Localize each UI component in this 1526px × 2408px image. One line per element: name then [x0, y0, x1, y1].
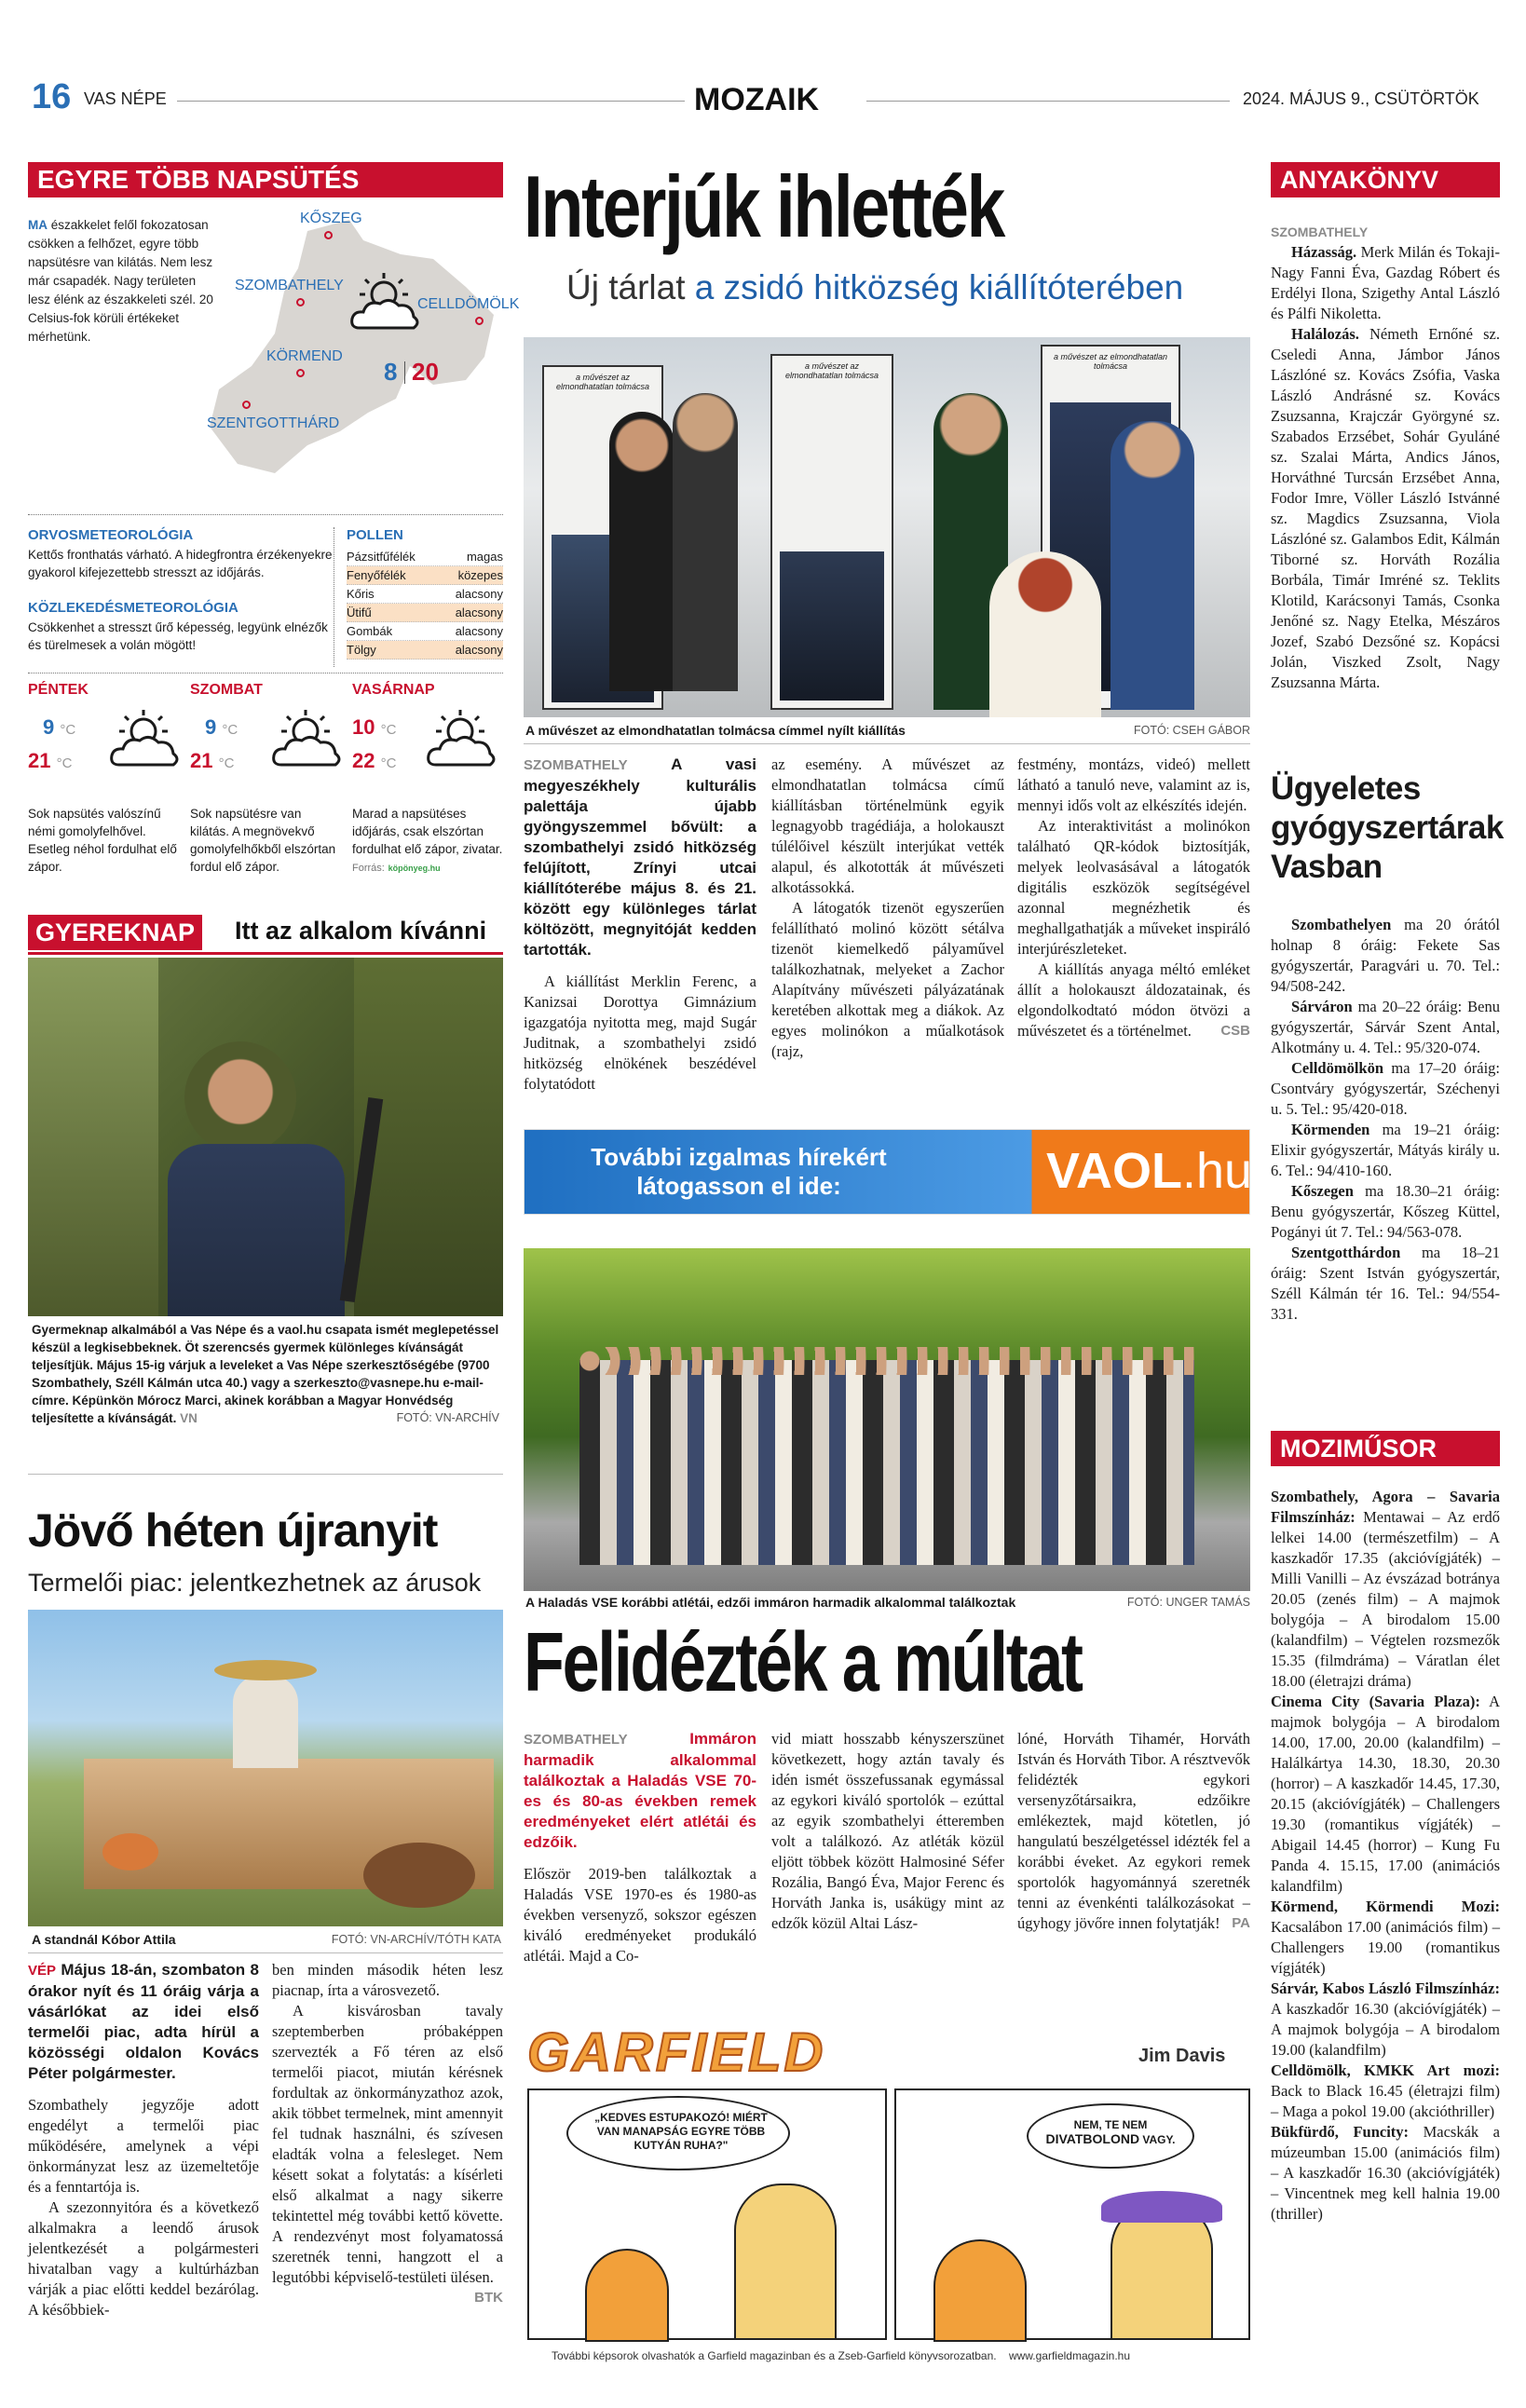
city-szentgotthard: SZENTGOTTHÁRD [207, 415, 340, 431]
day-text: Sok napsütésre van kilátás. A megnövekvő gomolyfelhőkből elszórtan fordul elő zápor. [190, 807, 336, 874]
ugyelet-item: Szentgotthárdon ma 18–21 óráig: Szent István gyógyszertár, Széll Kálmán tér 16. Tel.: 94/554-331. [1271, 1244, 1500, 1323]
garfield-panel [894, 2088, 1250, 2340]
garfield-logo: GARFIELD [527, 2022, 826, 2083]
orvos-text: Kettős fronthatás várható. A hidegfrontra érzékenyekre gyakorol kifejezettebb stresszt az időjárás. [28, 548, 333, 579]
city-kormend: KÖRMEND [266, 348, 343, 364]
piac-caption: A standnál Kóbor Attila [32, 1932, 176, 1947]
piac-subtitle: Termelői piac: jelentkezhetnek az árusok [28, 1569, 482, 1597]
day-name: PÉNTEK [28, 682, 89, 698]
haladas-sig: PA [1232, 1915, 1250, 1931]
sun-cloud-icon [423, 706, 499, 773]
ugyelet-list [1271, 915, 1500, 1325]
garfield-comic [524, 2021, 1250, 2394]
sun-cloud-icon [106, 706, 183, 773]
pollen-row: Fenyőfélék közepes [347, 566, 503, 585]
vas-county-map [186, 203, 503, 483]
piac-col2: ben minden második héten lesz piacnap, írta a városvezető. A kisvárosban tavaly szeptemberben próbaképpen szervezték a Fő téren az első termelői piacot, miután kérésnek fordultak az önkormányzathoz azok, akik többet termelnek, mint amennyit fel tudnak használni, és szívesen eladták volna a felesleget. Nem késett sokat a folytatás: a kísérleti első alkalmat a nagy sikerre tekintettel még további kettő követte. A rendezvényt most folyamatossá szeretnék tenni, hangzott el a legutóbbi képviselő-testületi ülésen. BTK [272, 1960, 503, 2308]
piac-photo [28, 1610, 503, 1926]
interju-caption: A művészet az elmondhatatlan tolmácsa címmel nyílt kiállítás [525, 723, 906, 738]
weather-title: EGYRE TÖBB NAPSÜTÉS [28, 162, 503, 197]
day-min: 9 °C [43, 715, 76, 739]
piac-headline: Jövő héten újranyit [28, 1504, 438, 1557]
mozi-item: Cinema City (Savaria Plaza): A majmok bolygója – A birodalom 14.00, 17.00, 20.00 (kalandfilm) – Halálkártya 14.30, 18.30, 20.30 (horror) – A kaszkadőr 14.45, 17.30, 20.15 (akcióvígjáték) – Challengers 19.30 (romantikus vígjáték) – Abigail 14.45 (horror) – Kung Fu Panda 4. 15.15, 17.00 (animációs kalandfilm) [1271, 1693, 1500, 1895]
sun-cloud-icon [268, 706, 345, 773]
vaol-ad-banner[interactable] [524, 1129, 1253, 1215]
city-dot [296, 369, 305, 377]
mozi-list [1271, 1487, 1500, 2224]
source-logo: köpönyeg.hu [388, 864, 441, 873]
gyereknap-tag: GYEREKNAP [28, 915, 202, 950]
section-title: MOZAIK [694, 82, 820, 117]
orvos-title: ORVOSMETEOROLÓGIA [28, 527, 194, 543]
gyereknap-photo [28, 958, 503, 1316]
piac-place: VÉP [28, 1963, 57, 1979]
piac-col1: VÉP Május 18-án, szombaton 8 órakor nyít és 11 óráig várja a vásárlókat az idei első termelői piac, adta hírül a közösségi oldalon Kovács Péter polgármester. Szombathely jegyzője adott engedélyt a termelői piac működésére, amelynek a vépi önkormányzat lesz az üzemeltetője és a fenntartója is. A szezonnyitóra és a következő alkalmakra a leendő árusok jelentkezését a polgármesteri hivatalban vagy a kultúrházban várják a piac előtti keddel bezárólag. A későbbiek- [28, 1961, 259, 2319]
day-name: SZOMBAT [190, 682, 263, 698]
day-min: 9 °C [205, 715, 238, 739]
ugyelet-item: Celldömölkön ma 17–20 óráig: Csontváry gyógyszertár, Széchenyi u. 5. Tel.: 95/420-018. [1271, 1059, 1500, 1118]
haladas-credit: FOTÓ: UNGER TAMÁS [1126, 1596, 1250, 1609]
exhibition-poster: a művészet az elmondhatatlan tolmácsa [1041, 345, 1180, 710]
mozi-item: Bükfürdő, Funcity: Macskák a múzeumban 15.00 (animációs film) – A kaszkadőr 16.30 (akcióvígjáték) – Vincentnek meg kell halnia 19.00 (thriller) [1271, 2123, 1501, 2223]
vaol-logo: VAOL.hu [1046, 1143, 1253, 1199]
city-dot [475, 317, 484, 325]
pollen-title: POLLEN [347, 527, 403, 543]
haladas-caption: A Haladás VSE korábbi atlétái, edzői immáron harmadik alkalommal találkoztak [525, 1595, 1016, 1610]
issue-date: 2024. MÁJUS 9., CSÜTÖRTÖK [1243, 89, 1479, 108]
weather-ma-label: MA [28, 218, 48, 232]
pollen-row: Ütifű alacsony [347, 604, 503, 622]
city-dot [296, 298, 305, 306]
interju-credit: FOTÓ: CSEH GÁBOR [1133, 724, 1250, 737]
pollen-row: Kőris alacsony [347, 585, 503, 604]
piac-credit: FOTÓ: VN-ARCHÍV/TÓTH KATA [331, 1933, 501, 1946]
ugyelet-item: Körmenden ma 19–21 óráig: Elixir gyógyszertár, Mátyás király u. 6. Tel.: 94/410-160. [1271, 1121, 1500, 1179]
day-min: 10 °C [352, 715, 397, 739]
anyakonyv-title: ANYAKÖNYV [1271, 162, 1500, 197]
interju-sig: CSB [1220, 1023, 1250, 1039]
pollen-table [347, 548, 503, 660]
sun-cloud-icon [347, 270, 423, 335]
day-max: 22 °C [352, 749, 397, 772]
day-max: 21 °C [28, 749, 73, 772]
page-number: 16 [32, 77, 72, 116]
forecast-day [352, 682, 503, 882]
city-celldomolk: CELLDÖMÖLK [417, 296, 520, 312]
piac-sig: BTK [474, 2290, 503, 2306]
speech-bubble: „KEDVES ESTUPAKOZÓ! MIÉRT VAN MANAPSÁG EGYRE TÖBB KUTYÁN RUHA?" [594, 2111, 768, 2152]
exhibition-poster: a művészet az elmondhatatlan tolmácsa [770, 354, 893, 710]
city-koszeg: KŐSZEG [300, 211, 362, 226]
gyereknap-title: Itt az alkalom kívánni [235, 917, 487, 945]
city-dot [324, 231, 333, 239]
interju-place: SZOMBATHELY [524, 757, 628, 773]
gyereknap-credit: FOTÓ: VN-ARCHÍV [396, 1411, 499, 1424]
garfield-character [933, 2239, 1027, 2342]
weather-ma-text: MA északkelet felől fokozatosan csökken a felhőzet, egyre több napsütésre van kilátás. Nem lesz már csapadék. Nagy területen lesz élénk az északkeleti szél. 20 Celsius-fok körüli értékeket mérhetünk. [28, 218, 213, 344]
mozi-item: Szombathely, Agora – Savaria Filmszínház: Mentawai – Az erdő lelkei 14.00 (természetfilm) – A kaszkadőr 17.35 (akcióvígjáték) – Milli Vanilli – Az évszázad botránya 20.05 (zenés film) – A majmok bolygója – A birodalom 15.00 (kalandfilm) – Végtelen rozsmezők 15.35 (filmdráma) – Váratlan élet 18.00 (életrajzi dráma) [1271, 1488, 1500, 1690]
interju-col3: festmény, montázs, videó) mellett látható a tanuló neve, valamint az is, mennyi idős volt az elkészítés idején. Az interaktivitást a molinókon található QR-kódok biztosítják, melyek leolvasásával a látogatók digitális eszközök segítségével azonnal megnézhetik és meghallgathatják a műveket inspiráló interjúrészleteket. A kiállítás anyaga méltó emléket állít a holokauszt áldozatainak, és elgondolkodtató módon ötvözi a művészetet és a történelmet. CSB [1017, 755, 1250, 1040]
pollen-row: Tölgy alacsony [347, 641, 503, 660]
haladas-col2: vid miatt hosszabb kényszerszünet következett, hogy aztán tavaly és idén ismét összefussanak egymással az egykori kiváló sportolók – ezúttal az egyik szombathelyi étteremben volt a találkozó. Az atléták közül eljött többek között Halmosiné Séfer Rozália, Bangó Éva, Major Ferenc és Horváth Janka is, usákügy mint az edzők közül Altai Lász- [771, 1730, 1004, 1932]
interju-col2: az esemény. A művészet az elmondhatatlan tolmácsa című kiállításban történelmünk egyik legnagyobb tragédiája, a holokauszt túlélőivel készült interjúkat vették alapul, és alkotották át művészeti alkotássokká. A látogatók tizenöt egyszerűen felállítható molinó között sétálva tizenöt kiemelkedő pályaművel találkozhatnak, melyeket a Zachor Alapítvány művészeti pályázatának keretében alkottak meg a diákok. Az egyes molinókon a műalkotások (rajz, [771, 755, 1004, 1060]
garfield-character [585, 2249, 669, 2342]
ugyelet-title: Ügyeletes gyógyszertárak Vasban [1271, 770, 1504, 885]
garfield-url: www.garfieldmagazin.hu [1008, 2349, 1131, 2362]
interju-photo [524, 337, 1250, 717]
day-text: Sok napsütés valószínű némi gomolyfelhővel. Esetleg néhol fordulhat elő zápor. [28, 807, 177, 874]
forecast-day [190, 682, 348, 882]
day-max: 21 °C [190, 749, 235, 772]
pollen-row: Pázsitfűfélék magas [347, 548, 503, 566]
ugyelet-item: Kőszegen ma 18.30–21 óráig: Benu gyógyszertár, Kőszeg Küttel, Pogányi út 7. Tel.: 94/563-078. [1271, 1182, 1500, 1241]
anyakonyv-text: SZOMBATHELY Házasság. Merk Milán és Tokaji-Nagy Fanni Éva, Gazdag Róbert és Erdélyi Ilona, Szigethy Antal László és Pálfi Nikoletta. Halálozás. Németh Ernőné sz. Cseledi Anna, Jámbor János Lászlóné sz. Kovács Zsófia, Vaska László Andrásné sz. Kovács Zsuzsanna, Krajczár Györgyné sz. Szabados Erzsébet, Sohár Gyuláné sz. Szalai Márta, Andics János, Horváthné Turcsán Erzsébet Anna, Fodor Imre, Völler László Istvánné sz. Magdics Zsuzsanna, Viola Lászlóné sz. Galambos Edit, Kálmán Tiborné sz. Horváth Rozália Borbála, Timár Imréné sz. Teklits Klotild, Karácsonyi Tamás, Csonka Jenőné sz. Nagy Etelka, Mészáros Jozef, Szabó Dezsőné sz. Kopácsi Jolán, Viszked Zsolt, Nagy Zsuzsanna Márta. [1271, 222, 1500, 693]
city-szombathely: SZOMBATHELY [235, 278, 344, 293]
interju-col1: SZOMBATHELY A vasi megyeszékhely kulturális palettája újabb gyöngyszemmel bővült: a szombathelyi zsidó hitközség felújított, Zrínyi utcai kiállítóterébe május 8. és 21. között egy különleges tárlat költözött, megnyitóját kedden tartották. A kiállítást Merklin Ferenc, a Kanizsai Dorottya Gimnázium igazgatója nyitotta meg, majd Sugár Juditnak, a szombathelyi zsidó hitközség elnökének beszédével folytatódott [524, 755, 756, 1093]
mozi-item: Celldömölk, KMKK Art mozi: Back to Black 16.45 (életrajzi film) – Maga a pokol 19.00 (akcióthriller) [1271, 2061, 1500, 2120]
haladas-headline: Felidézték a múltat [524, 1616, 1082, 1709]
day-text: Marad a napsütéses időjárás, csak elszórtan fordulhat elő zápor, zivatar. Forrás: köpönyeg.hu [352, 807, 503, 874]
pollen-row: Gombák alacsony [347, 622, 503, 641]
ad-text: További izgalmas hírekért látogasson el ide: [591, 1143, 887, 1200]
speech-bubble: NEM, TE NEM DIVATBOLOND VAGY. [1045, 2118, 1176, 2146]
day-name: VASÁRNAP [352, 682, 435, 698]
haladas-col3: lóné, Horváth Tihamér, Horváth István és Horváth Tibor. A résztvevők felidézték egykori versenyzőtársaikra, edzőikre emlékeztek, majd kötetlen, jó hangulatú beszélgetéssel idézték fel a korábbi éveket. Az egykori remek sportolók hagyománnyá szeretnék tenni az évenkénti találkozásokat – úgyhogy jövőre innen folytatják! PA [1017, 1730, 1250, 1932]
map-min-temp: 8 [384, 358, 398, 386]
map-max-temp: 20 [412, 358, 439, 386]
ugyelet-item: Szombathelyen ma 20 órától holnap 8 óráig: Fekete Sas gyógyszertár, Paragvári u. 70. Tel.: 94/508-242. [1271, 916, 1500, 995]
exhibition-poster: a művészet az elmondhatatlan tolmácsa [542, 365, 663, 710]
gyereknap-caption: Gyermeknap alkalmából a Vas Népe és a vaol.hu csapata ismét meglepetéssel készül a legkisebbeknek. Öt szerencsés gyermek különleges kívánságát teljesítjük. Május 15-ig várjuk a leveleket a Vas Népe szerkesztőségébe (9700 Szombathely, Széll Kálmán utca 40.) vagy a szerkeszto@vasnepe.hu e-mail-címre. Képünkön Mórocz Marci, akinek korábban a Magyar Honvédség teljesítette a kívánságát. VN FOTÓ: VN-ARCHÍV [32, 1323, 499, 1425]
gyereknap-sig: VN [180, 1411, 198, 1425]
kozl-text: Csökkenhet a stresszt űrő képesség, legyünk elnézők és türelmesek a volán mögött! [28, 620, 328, 652]
haladas-place: SZOMBATHELY [524, 1732, 628, 1748]
garfield-footer: További képsorok olvashatók a Garfield magazinban és a Zseb-Garfield könyvsorozatban. www.garfieldmagazin.hu [552, 2349, 1131, 2362]
haladas-photo [524, 1248, 1250, 1591]
odie-character [1110, 2202, 1213, 2340]
mozi-title: MOZIMŰSOR [1271, 1431, 1500, 1466]
haladas-col1: SZOMBATHELY Immáron harmadik alkalommal találkoztak a Haladás VSE 70-es és 80-as években remek eredményeket elért atlétái és edzőik. Először 2019-ben találkoztak a Haladás VSE 1970-es és 1980-as években versenyző, sokszor egészen kiváló eredményeket produkáló atlétái. Majd a Co- [524, 1730, 756, 1965]
temp-separator [404, 361, 405, 384]
kozl-title: KÖZLEKEDÉSMETEOROLÓGIA [28, 600, 238, 616]
garfield-author: Jim Davis [1138, 2046, 1226, 2066]
mozi-item: Sárvár, Kabos László Filmszínház: A kaszkadőr 16.30 (akcióvígjáték) – A majmok bolygója – A birodalom 19.00 (kalandfilm) [1271, 1979, 1500, 2059]
ugyelet-item: Sárváron ma 20–22 óráig: Benu gyógyszertár, Sárvár Szent Antal, Alkotmány u. 4. Tel.: 95/320-074. [1271, 998, 1500, 1056]
garfield-panel [527, 2088, 887, 2340]
interju-headline: Interjúk ihlették [524, 157, 1003, 255]
mozi-item: Körmend, Körmendi Mozi: Kacsalábon 17.00 (animációs film) – Challengers 19.00 (romantikus vígjáték) [1271, 1898, 1500, 1977]
paper-name: VAS NÉPE [84, 89, 167, 108]
anyakonyv-place: SZOMBATHELY [1271, 224, 1369, 239]
interju-subtitle: Új tárlat a zsidó hitközség kiállítóterében [566, 268, 1184, 306]
odie-character [734, 2184, 837, 2340]
city-dot [242, 401, 251, 409]
forecast-day [28, 682, 186, 882]
